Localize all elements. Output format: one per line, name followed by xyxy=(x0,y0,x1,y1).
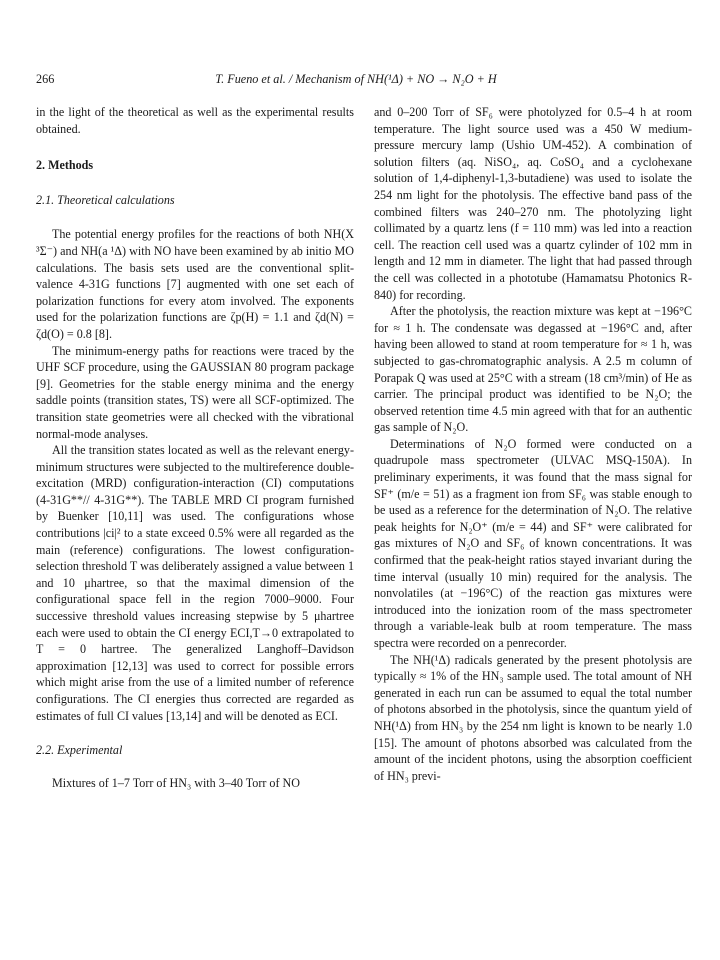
page-header xyxy=(36,72,676,90)
paragraph-mrd-ci: All the transition states located as well as the relevant energy-minimum structures were subjected to the multireference double-excitation (MRD) configuration-interaction (CI) computations (4-31G**// 4-31G**). The TABLE MRD CI program furnished by Buenker [10,11] was used. The configurations whose contributions |ci|² to a state exceed 0.5% were all regarded as the main (reference) configurations. The lowest configuration-selection threshold T was deliberately assigned a value between 1 and 10 μhartree, so that the maximal dimension of the configurational space fell in the region 7000–9000. Four successive threshold values increasing stepwise by 5 μhartree each were used to obtain the CI energy ECI,T→0 extrapolated to T = 0 hartree. The generalized Langhoff–Davidson approximation [12,13] was used to correct for possible errors which might arise from the use of a limited number of reference configurations. The CI energies thus corrected are regarded as estimates of full CI values [13,14] and will be denoted as ECI. xyxy=(36,443,354,723)
intro-continuation: in the light of the theoretical as well as the experimental results obtained. xyxy=(36,105,354,136)
paragraph-gas-chromatography: After the photolysis, the reaction mixture was kept at −196°C for ≈ 1 h. The condensate was degassed at −196°C and, after having been allowed to stand at room temperature for ≈ 1 h, was subjected to gas-chromatographic analysis. A 2.5 m column of Porapak Q was used at 25°C with a stream (18 cm³/min) of He as carrier. The principal product was identified to be N₂O; the observed retention time 4.5 min agreed with that for an authentic gas sample of N₂O. xyxy=(374,304,692,435)
left-column xyxy=(36,104,354,791)
page-number: 266 xyxy=(36,72,55,86)
subsection-heading-theoretical: 2.1. Theoretical calculations xyxy=(36,192,175,207)
paragraph-nh-radicals: The NH(¹Δ) radicals generated by the present photolysis are typically ≈ 1% of the HN₃ sample used. The total amount of NH generated in each run can be assumed to equal the total number of photons absorbed in the photolysis, since the quantum yield of NH(¹Δ) from HN₃ by the 254 nm light is known to be nearly 1.0 [15]. The amount of photons absorbed was calculated from the amount of the incident photons, using the absorption coefficient of HN₃ previ- xyxy=(374,652,692,783)
running-title: T. Fueno et al. / Mechanism of NH(¹Δ) + NO → N₂O + H xyxy=(215,72,497,86)
paragraph-photolysis-setup: and 0–200 Torr of SF₆ were photolyzed for 0.5–4 h at room temperature. The light source used was a 450 W medium-pressure mercury lamp (Ushio UM-452). A combination of solution filters (aq. NiSO₄, aq. CoSO₄ and a cyclohexane solution of 1,4-diphenyl-1,3-butadiene) was used to isolate the 254 nm light for the photolysis. The effective band pass of the combined filters was 240–270 nm. The photolyzing light collimated by a quartz lens (f = 110 mm) was led into a reaction cell. The reaction cell used was a quartz cylinder of 102 mm in length and 12 mm in diameter. The light that had passed through the cell was collected in a phototube (Hamamatsu Photonics R-840) for recording. xyxy=(374,105,692,302)
paragraph-basis-sets: The potential energy profiles for the reactions of both NH(X ³Σ⁻) and NH(a ¹Δ) with NO have been examined by ab initio MO calculations. The basis sets used are the conventional split-valence 4-31G functions [7] augmented with one set each of polarization functions for every atom involved. The exponents used for the polarization functions are ζp(H) = 1.1 and ζd(N) = ζd(O) = 0.8 [8]. xyxy=(36,227,354,341)
section-heading-methods: 2. Methods xyxy=(36,158,94,173)
paragraph-mass-spectrometry: Determinations of N₂O formed were conducted on a quadrupole mass spectrometer (ULVAC MSQ-150A). In preliminary experiments, it was found that the mass signal for SF⁺ (m/e = 51) as a fragment ion from SF₆ was stable enough to be used as a reference for the determination of N₂O. The relative peak heights for N₂O⁺ (m/e = 44) and SF⁺ were calibrated for gas mixtures of N₂O and SF₆ of known concentrations. It was confirmed that the peak-height ratios stayed invariant during the time interval (usually 10 min) required for the analysis. The nonvolatiles (at −196°C) of the reaction gas mixtures were introduced into the ionization room of the mass spectrometer through a variable-leak bulb at room temperature. The mass spectra were recorded on a penrecorder. xyxy=(374,436,692,650)
paragraph-uhf-scf: The minimum-energy paths for reactions were traced by the UHF SCF procedure, using the GAUSSIAN 80 program package [9]. Geometries for the stable energy minima and the energy saddle points (transition states, TS) were all SCF-optimized. The transition state geometries were all checked with the vibrational normal-mode analyses. xyxy=(36,343,354,441)
subsection-heading-experimental: 2.2. Experimental xyxy=(36,743,123,758)
paragraph-mixtures: Mixtures of 1–7 Torr of HN₃ with 3–40 Torr of NO xyxy=(52,775,300,790)
right-column xyxy=(374,104,692,784)
